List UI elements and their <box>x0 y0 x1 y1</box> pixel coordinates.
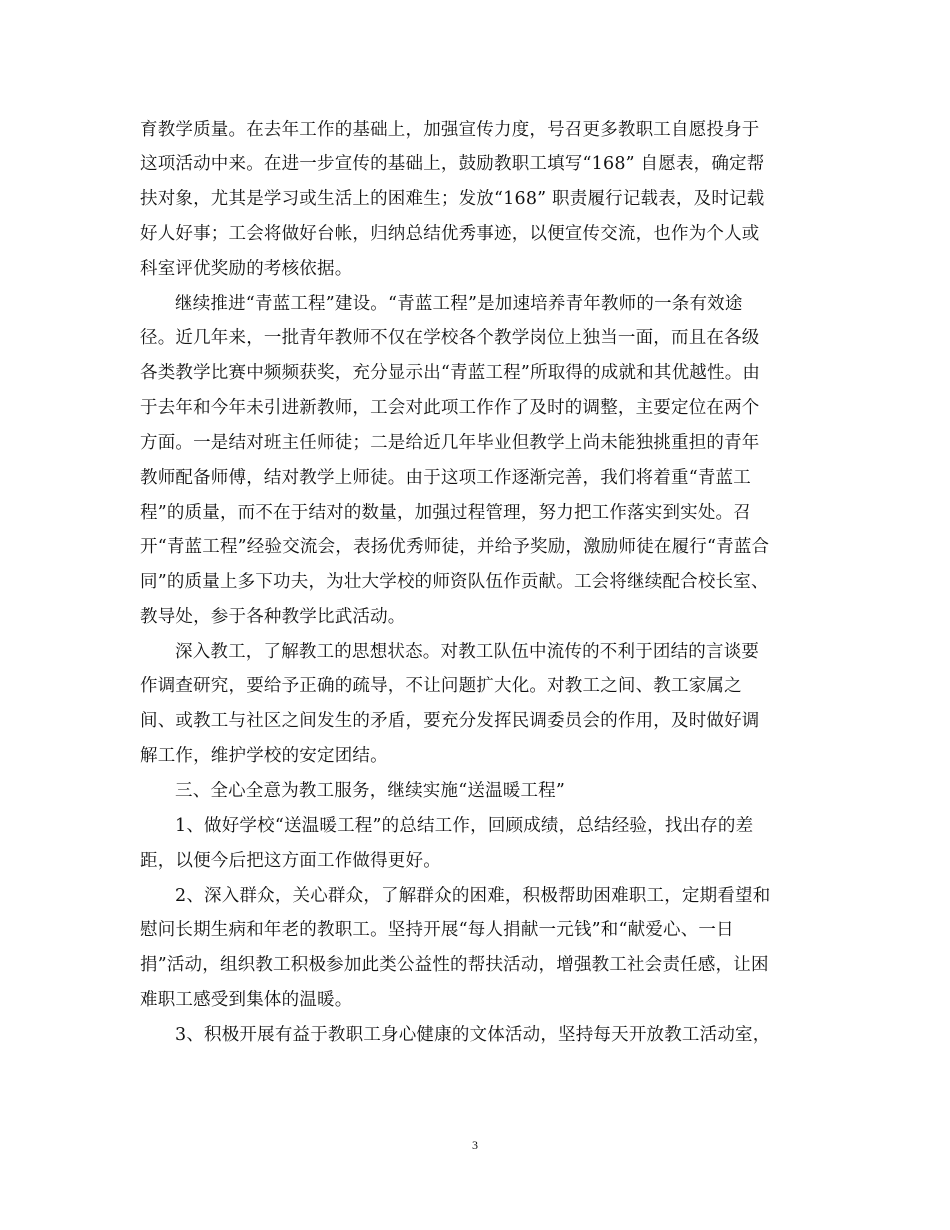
text-line: 解工作，维护学校的安定团结。 <box>140 746 388 766</box>
text-line: 开“青蓝工程”经验交流会，表扬优秀师徒，并给予奖励，激励师徒在履行“青蓝合 <box>140 537 770 557</box>
text-line: 间、或教工与社区之间发生的矛盾，要充分发挥民调委员会的作用，及时做好调 <box>140 711 760 731</box>
text-line: 扶对象，尤其是学习或生活上的困难生；发放“168” 职责履行记载表，及时记载 <box>140 189 765 209</box>
text-line: 慰问长期生病和年老的教职工。坚持开展“每人捐献一元钱”和“献爱心、一日 <box>140 920 734 940</box>
page-number: 3 <box>472 1138 478 1152</box>
text-line: 捐”活动，组织教工积极参加此类公益性的帮扶活动，增强教工社会责任感，让困 <box>140 955 769 975</box>
text-line: 教师配备师傅，结对教学上师徒。由于这项工作逐渐完善，我们将着重“青蓝工 <box>140 468 751 488</box>
text-line: 各类教学比赛中频频获奖，充分显示出“青蓝工程”所取得的成就和其优越性。由 <box>140 363 761 383</box>
paragraph-first-line: 继续推进“青蓝工程”建设。“青蓝工程”是加速培养青年教师的一条有效途 <box>175 294 743 314</box>
text-line: 作调查研究，要给予正确的疏导，不让问题扩大化。对教工之间、教工家属之 <box>140 676 742 696</box>
text-line: 育教学质量。在去年工作的基础上，加强宣传力度，号召更多教职工自愿投身于 <box>140 120 760 140</box>
text-line: 径。近几年来，一批青年教师不仅在学校各个教学岗位上独当一面，而且在各级 <box>140 328 760 348</box>
text-line: 好人好事；工会将做好台帐，归纳总结优秀事迹，以便宣传交流，也作为个人或 <box>140 224 760 244</box>
text-line: 同”的质量上多下功夫，为壮大学校的师资队伍作贡献。工会将继续配合校长室、 <box>140 572 769 592</box>
paragraph-first-line: 3、积极开展有益于教职工身心健康的文体活动，坚持每天开放教工活动室， <box>175 1025 771 1045</box>
paragraph-first-line: 2、深入群众，关心群众，了解群众的困难，积极帮助困难职工，定期看望和 <box>175 886 771 906</box>
paragraph-first-line: 深入教工，了解教工的思想状态。对教工队伍中流传的不利于团结的言谈要 <box>175 642 760 662</box>
text-line: 距，以便今后把这方面工作做得更好。 <box>140 851 441 871</box>
text-line: 这项活动中来。在进一步宣传的基础上，鼓励教职工填写“168” 自愿表，确定帮 <box>140 154 765 174</box>
text-line: 程”的质量，而不在于结对的数量，加强过程管理，努力把工作落实到实处。召 <box>140 503 751 523</box>
paragraph-first-line: 1、做好学校“送温暖工程”的总结工作，回顾成绩，总结经验，找出存的差 <box>175 816 754 836</box>
section-heading: 三、全心全意为教工服务，继续实施“送温暖工程” <box>175 781 565 801</box>
text-line: 科室评优奖励的考核依据。 <box>140 259 353 279</box>
text-line: 难职工感受到集体的温暖。 <box>140 990 353 1010</box>
text-line: 于去年和今年未引进新教师，工会对此项工作作了及时的调整，主要定位在两个 <box>140 398 760 418</box>
text-line: 教导处，参于各种教学比武活动。 <box>140 607 406 627</box>
text-line: 方面。一是结对班主任师徒；二是给近几年毕业但教学上尚未能独挑重担的青年 <box>140 433 760 453</box>
